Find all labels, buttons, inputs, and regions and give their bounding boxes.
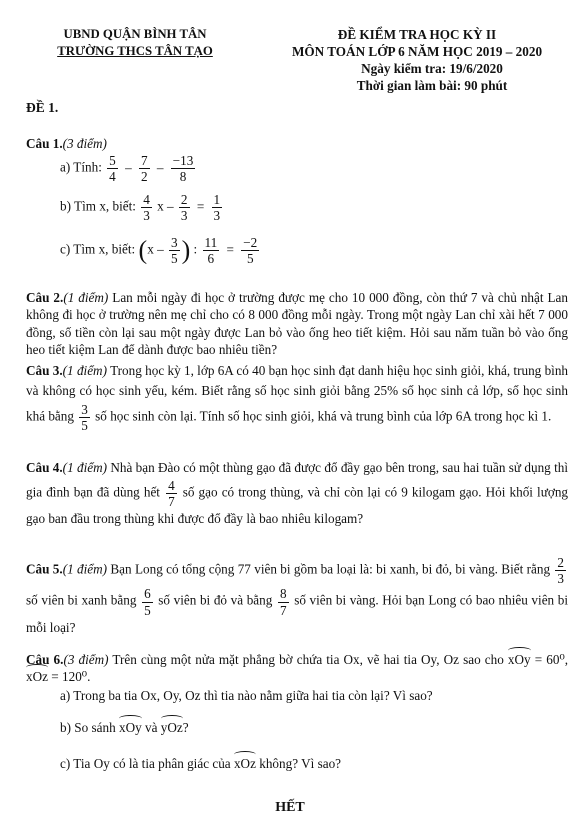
question-text: Bạn Long có tổng cộng 77 viên bi gồm ba loại là: bi xanh, bi đỏ, bi vàng. Biết rằng [110,561,551,577]
numerator: 7 [140,153,148,168]
fraction [212,192,223,223]
equals: = [196,198,205,214]
question-title: Câu 2. [26,290,64,305]
numerator: 11 [204,235,218,250]
numerator: −13 [172,153,194,168]
fraction [241,235,259,266]
question-3 [26,361,568,433]
numerator: 8 [279,586,287,602]
numerator: 5 [109,153,116,168]
angle: xOz [233,756,256,771]
question-5 [26,555,568,638]
item-text: không? Vì sao? [259,756,342,771]
equals: = [226,241,234,257]
exam-title: ĐỀ KIỂM TRA HỌC KỲ II [337,27,497,42]
question-title: Câu 1. [26,136,63,151]
question-1a [60,153,197,184]
denominator: 2 [140,169,148,185]
fraction [141,192,152,223]
question-text: số viên bi vàng. Hỏi bạn Long có bao nhiêu viên bi mỗi loại? [26,593,569,635]
denominator: 7 [279,602,287,618]
question-title: Câu 5. [26,561,63,577]
item-text: b) So sánh [60,720,116,735]
denominator: 5 [81,418,88,434]
question-text: số gạo có trong thùng, và chỉ còn lại có 9 kilogam gạo. Hỏi khối lượng gạo ban đầu trong thùng khi được đổ đầy là bao nhiêu kilogam? [26,484,569,527]
fraction [107,153,118,184]
question-1c [60,235,261,266]
question-6b [60,719,189,736]
question-4 [26,458,568,529]
denominator: 5 [170,251,178,267]
fraction [171,153,196,184]
denominator: 3 [180,208,188,224]
question-points: (1 điểm) [62,460,108,475]
numerator: 4 [168,477,175,493]
exam-code: ĐỀ 1. [26,100,59,115]
denominator: 6 [207,251,215,267]
denominator: 8 [179,169,187,185]
divide: : [193,241,198,257]
denominator: 5 [144,602,151,618]
item-label: b) Tìm x, biết: [60,198,136,214]
question-text: số học sinh còn lại. Tính số học sinh giỏi, khá và trung bình của lớp 6A trong học kì 1. [95,408,552,424]
fraction [179,192,190,223]
question-points: (3 điểm) [62,136,107,151]
variable: x – [157,198,174,214]
fraction [169,235,180,266]
fraction [203,235,220,266]
numerator: 4 [143,192,150,207]
question-6c [60,755,341,772]
fraction [139,153,150,184]
question-6a: a) Trong ba tia Ox, Oy, Oz thì tia nào nằm giữa hai tia còn lại? Vì sao? [60,688,433,703]
denominator: 4 [109,169,116,185]
angle: xOy [118,720,142,735]
question-1-heading [26,135,568,152]
denominator: 3 [557,571,564,587]
item-text: c) Tia Oy có là tia phân giác của [60,756,231,771]
question-points: (1 điểm) [62,561,108,577]
question-text: Trên cùng một nửa mặt phẳng bờ chứa tia Ox, vẽ hai tia Oy, Oz sao cho [112,652,504,667]
question-text: Lan mỗi ngày đi học ở trường được mẹ cho 10 000 đồng, còn thứ 7 và chủ nhật Lan không đi học ở trường nên mẹ chỉ cho có 8 000 đồng mỗi ngày. Trong một ngày Lan chỉ xài hết 7 000 đồng, số tiền còn lại sau một ngày được Lan bỏ vào ống heo tiết kiệm. Hỏi sau năm tuần bỏ vào ống heo tiết kiệm Lan để dành được bao nhiêu tiền? [26,290,569,358]
fraction [278,586,289,617]
numerator: 3 [170,235,178,250]
numerator: 6 [144,586,151,602]
question-points: (1 điểm) [63,290,109,305]
angle-value: = 120⁰. [51,669,91,685]
denominator: 3 [213,208,221,224]
item-label: c) Tìm x, biết: [60,241,136,257]
fraction [166,478,177,509]
question-title: Câu 6. [26,652,64,667]
numerator: 1 [213,192,221,207]
school-name: TRƯỜNG THCS TÂN TẠO [57,43,213,58]
fraction [555,555,566,586]
question-text: số viên bi xanh bằng [26,593,137,609]
question-points: (3 điểm) [63,652,109,667]
paren-open: ( [138,235,148,265]
item-label: a) Tính: [60,159,102,175]
item-text: và [145,720,158,735]
exam-duration: Thời gian làm bài: 90 phút [356,78,508,94]
operator: – [156,159,164,175]
question-title: Câu 3. [26,363,63,378]
end-marker: HẾT [275,800,305,815]
angle-value: = 60⁰, [534,652,569,667]
question-text: Trong học kỳ 1, lớp 6A có 40 bạn học sinh đạt danh hiệu học sinh giỏi, khá, trung bình và không có học sinh yếu, kém. Biết rằng số học sinh giỏi bằng 25% số học sinh cả lớp, số học sinh khá bằng [26,363,569,424]
angle: yOz [160,720,183,735]
question-1b [60,192,224,223]
fraction [142,586,153,617]
exam-date: Ngày kiểm tra: 19/6/2020 [361,61,503,77]
denominator: 5 [246,251,254,267]
variable: x – [147,241,164,257]
question-text: số viên bi đỏ và bằng [158,593,273,609]
numerator: 2 [180,192,188,207]
numerator: 3 [81,401,88,417]
question-6 [26,651,568,686]
question-2 [26,289,568,359]
question-title: Câu 4. [26,460,63,475]
numerator: 2 [557,555,564,570]
fraction [79,402,90,433]
operator: – [125,159,132,175]
angle: xOz [26,669,48,685]
question-text: Nhà bạn Đào có một thùng gạo đã được đổ đầy gạo bên trong, sau hai tuần sử dụng thì gia đình bạn đã dùng hết [26,460,569,500]
numerator: −2 [243,235,258,250]
district-name: UBND QUẬN BÌNH TÂN [63,27,207,41]
denominator: 3 [143,208,150,224]
exam-header [262,26,572,95]
school-header [30,26,240,59]
exam-subject: MÔN TOÁN LỚP 6 NĂM HỌC 2019 – 2020 [291,44,543,60]
denominator: 7 [168,493,175,509]
paren-close: ) [181,235,191,265]
angle: xOy [507,652,531,667]
item-text: ? [182,720,189,735]
question-points: (1 điểm) [62,363,107,378]
